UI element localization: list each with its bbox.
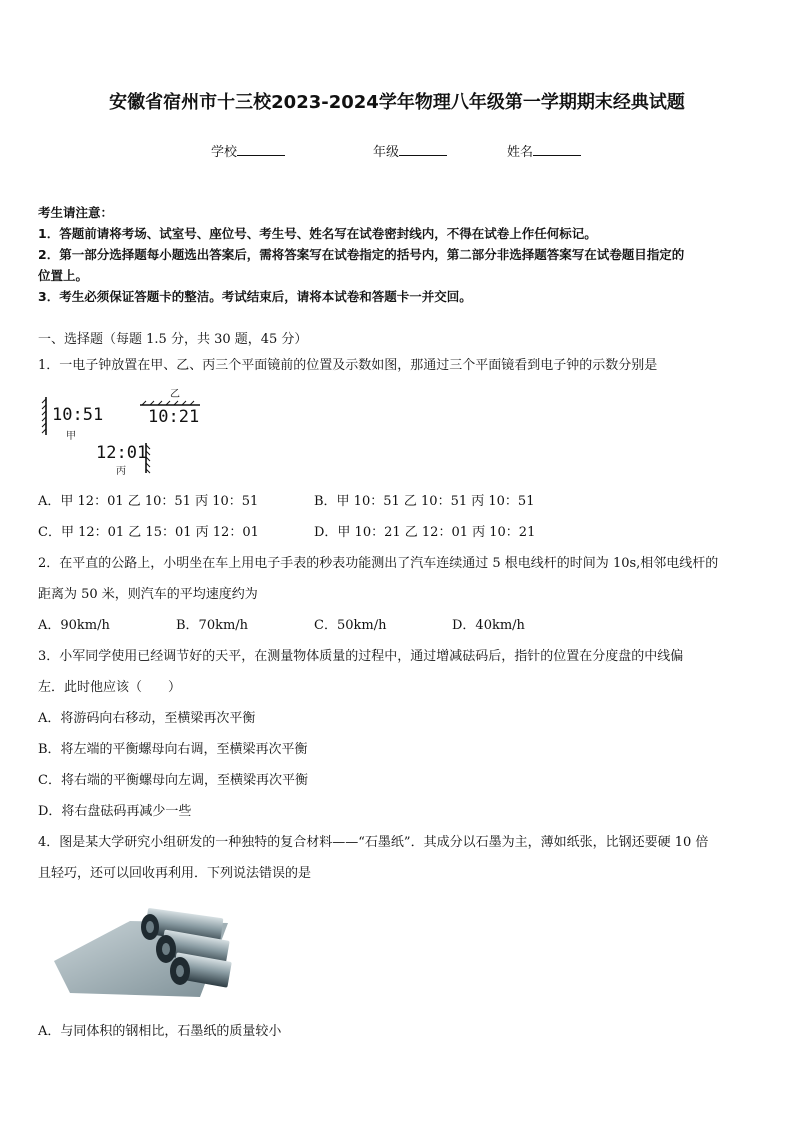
q3-option-d: D．将右盘砝码再减少一些 (38, 804, 192, 819)
q1-option-d: D．甲 10：21 乙 12：01 丙 10：21 (314, 525, 536, 540)
label-bing: 丙 (116, 466, 126, 477)
clock-yi: 10:21 (148, 407, 200, 427)
q3-line-2: 左．此时他应该（ ） (38, 680, 182, 695)
name-field (507, 141, 581, 160)
notice-item: 位置上。 (38, 268, 89, 283)
graphite-paper-image (50, 905, 240, 1000)
q4-option-a: A．与同体积的钢相比，石墨纸的质量较小 (38, 1024, 282, 1039)
q2-option-a: A．90km/h (38, 618, 110, 633)
school-blank (237, 143, 285, 156)
q2-option-d: D．40km/h (452, 618, 525, 633)
grade-blank (399, 143, 447, 156)
school-label: 学校 (211, 145, 238, 160)
q3-line-1: 3．小军同学使用已经调节好的天平，在测量物体质量的过程中，通过增减砝码后，指针的位置在分度盘的中线偏 (38, 649, 684, 664)
notice-item: 2．第一部分选择题每小题选出答案后，需将答案写在试卷指定的括号内，第二部分非选择题答案写在试卷题目指定的 (38, 247, 685, 262)
section-heading: 一、选择题（每题 1.5 分，共 30 题，45 分） (38, 332, 308, 347)
notice-heading: 考生请注意： (38, 205, 114, 220)
q1-option-a: A．甲 12：01 乙 10：51 丙 10：51 (38, 494, 259, 509)
q2-option-c: C．50km/h (314, 618, 387, 633)
grade-label: 年级 (373, 145, 400, 160)
q2-line-2: 距离为 50 米，则汽车的平均速度约为 (38, 587, 258, 602)
q1-stem: 1．一电子钟放置在甲、乙、丙三个平面镜前的位置及示数如图，那通过三个平面镜看到电子钟的示数分别是 (38, 358, 658, 373)
q3-option-b: B．将左端的平衡螺母向右调，至横梁再次平衡 (38, 742, 308, 757)
name-label: 姓名 (507, 145, 534, 160)
q2-option-b: B．70km/h (176, 618, 249, 633)
clock-bing: 12:01 (96, 443, 148, 463)
q2-line-1: 2．在平直的公路上，小明坐在车上用电子手表的秒表功能测出了汽车连续通过 5 根电线杆的时间为 10s,相邻电线杆的 (38, 556, 719, 571)
q1-option-c: C．甲 12：01 乙 15：01 丙 12：01 (38, 525, 259, 540)
q3-option-c: C．将右端的平衡螺母向左调，至横梁再次平衡 (38, 773, 308, 788)
page-title: 安徽省宿州市十三校2023-2024学年物理八年级第一学期期末经典试题 (109, 92, 685, 113)
clock-jia: 10:51 (52, 405, 104, 425)
name-blank (533, 143, 581, 156)
q3-option-a: A．将游码向右移动，至横梁再次平衡 (38, 711, 256, 726)
label-jia: 甲 (66, 431, 76, 442)
q4-line-2: 且轻巧，还可以回收再利用．下列说法错误的是 (38, 866, 312, 881)
q4-line-1: 4．图是某大学研究小组研发的一种独特的复合材料——“石墨纸”．其成分以石墨为主，薄如纸张，比钢还要硬 10 倍 (38, 835, 709, 850)
label-yi: 乙 (170, 389, 180, 400)
notice-item: 3．考生必须保证答题卡的整洁。考试结束后，请将本试卷和答题卡一并交回。 (38, 289, 472, 304)
q1-figure (38, 387, 208, 477)
grade-field (373, 141, 447, 160)
q1-option-b: B．甲 10：51 乙 10：51 丙 10：51 (314, 494, 535, 509)
school-field (211, 141, 285, 160)
notice-item: 1．答题前请将考场、试室号、座位号、考生号、姓名写在试卷密封线内，不得在试卷上作任何标记。 (38, 226, 597, 241)
